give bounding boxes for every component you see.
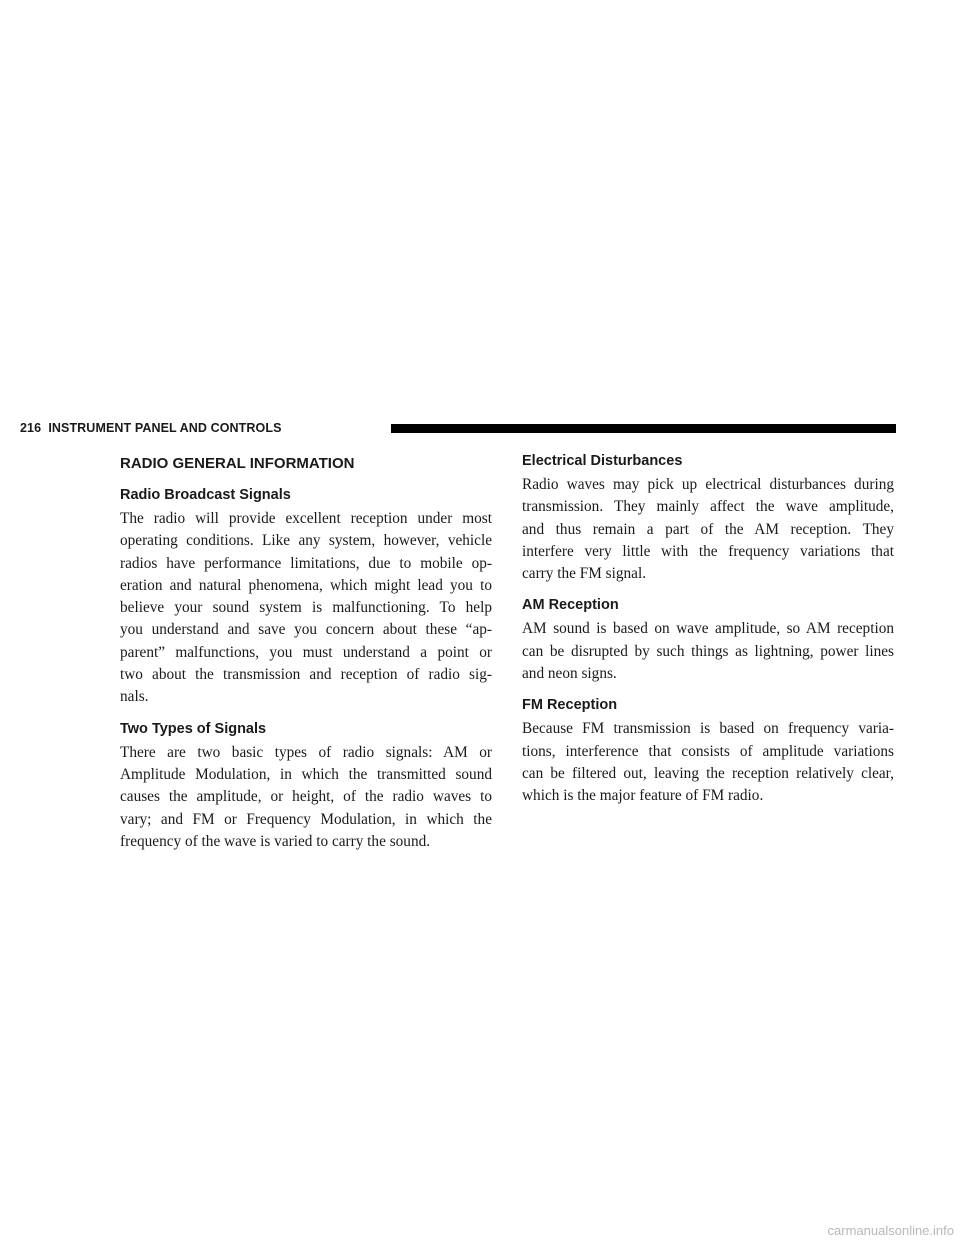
page-header (0, 420, 960, 440)
body-paragraph (522, 618, 894, 685)
body-paragraph (522, 718, 894, 807)
subsection-title: FM Reception (522, 697, 618, 714)
body-paragraph (120, 508, 492, 709)
header-label (20, 421, 282, 435)
left-column (120, 450, 492, 862)
text-line: and thus remain a part of the AM reception. They (522, 520, 894, 538)
right-column (522, 450, 894, 817)
text-line: can be filtered out, leaving the reception relatively clear, (522, 764, 894, 782)
text-line: The radio will provide excellent reception under most (120, 510, 492, 527)
text-line: and neon signs. (522, 665, 617, 683)
page-number: 216 (20, 421, 42, 435)
text-line: Because FM transmission is based on frequency varia- (522, 720, 894, 738)
subsection-title: Electrical Disturbances (522, 453, 683, 469)
text-line: parent” malfunctions, you must understand a point or (120, 643, 492, 661)
text-line: believe your sound system is malfunctioning. To help (120, 599, 492, 617)
subsection-am-reception (522, 594, 894, 685)
subsection-fm-reception (522, 694, 894, 807)
text-line: two about the transmission and reception of radio sig- (120, 666, 492, 684)
text-line: frequency of the wave is varied to carry the sound. (120, 832, 431, 850)
text-line: carry the FM signal. (522, 565, 647, 583)
body-paragraph (522, 474, 894, 585)
subsection-radio-broadcast-signals (120, 484, 492, 709)
section-title: RADIO GENERAL INFORMATION (120, 455, 355, 472)
text-line: Radio waves may pick up electrical disturbances during (522, 476, 894, 493)
subsection-title: Two Types of Signals (120, 720, 267, 737)
text-line: eration and natural phenomena, which might lead you to (120, 576, 492, 594)
text-line: There are two basic types of radio signals: AM or (120, 743, 492, 761)
text-line: which is the major feature of FM radio. (522, 787, 764, 805)
subsection-electrical-disturbances (522, 450, 894, 585)
subsection-title: Radio Broadcast Signals (120, 487, 291, 503)
text-line: operating conditions. Like any system, however, vehicle (120, 532, 492, 550)
watermark: carmanualsonline.info (827, 1223, 954, 1238)
text-line: nals. (120, 688, 149, 706)
chapter-title: INSTRUMENT PANEL AND CONTROLS (48, 421, 282, 435)
text-line: Amplitude Modulation, in which the transmitted sound (120, 765, 492, 783)
text-line: vary; and FM or Frequency Modulation, in which the (120, 810, 492, 828)
text-line: radios have performance limitations, due to mobile op- (120, 554, 492, 572)
text-line: AM sound is based on wave amplitude, so AM reception (522, 620, 894, 638)
subsection-two-types-of-signals (120, 718, 492, 853)
text-line: transmission. They mainly affect the wave amplitude, (522, 498, 894, 516)
body-paragraph (120, 742, 492, 853)
header-rule (391, 424, 896, 433)
text-line: interfere very little with the frequency variations that (522, 542, 894, 560)
text-line: tions, interference that consists of amplitude variations (522, 742, 894, 760)
text-line: causes the amplitude, or height, of the radio waves to (120, 788, 492, 806)
subsection-title: AM Reception (522, 597, 619, 614)
text-line: can be disrupted by such things as lightning, power lines (522, 642, 894, 660)
text-line: you understand and save you concern about these “ap- (120, 621, 492, 639)
